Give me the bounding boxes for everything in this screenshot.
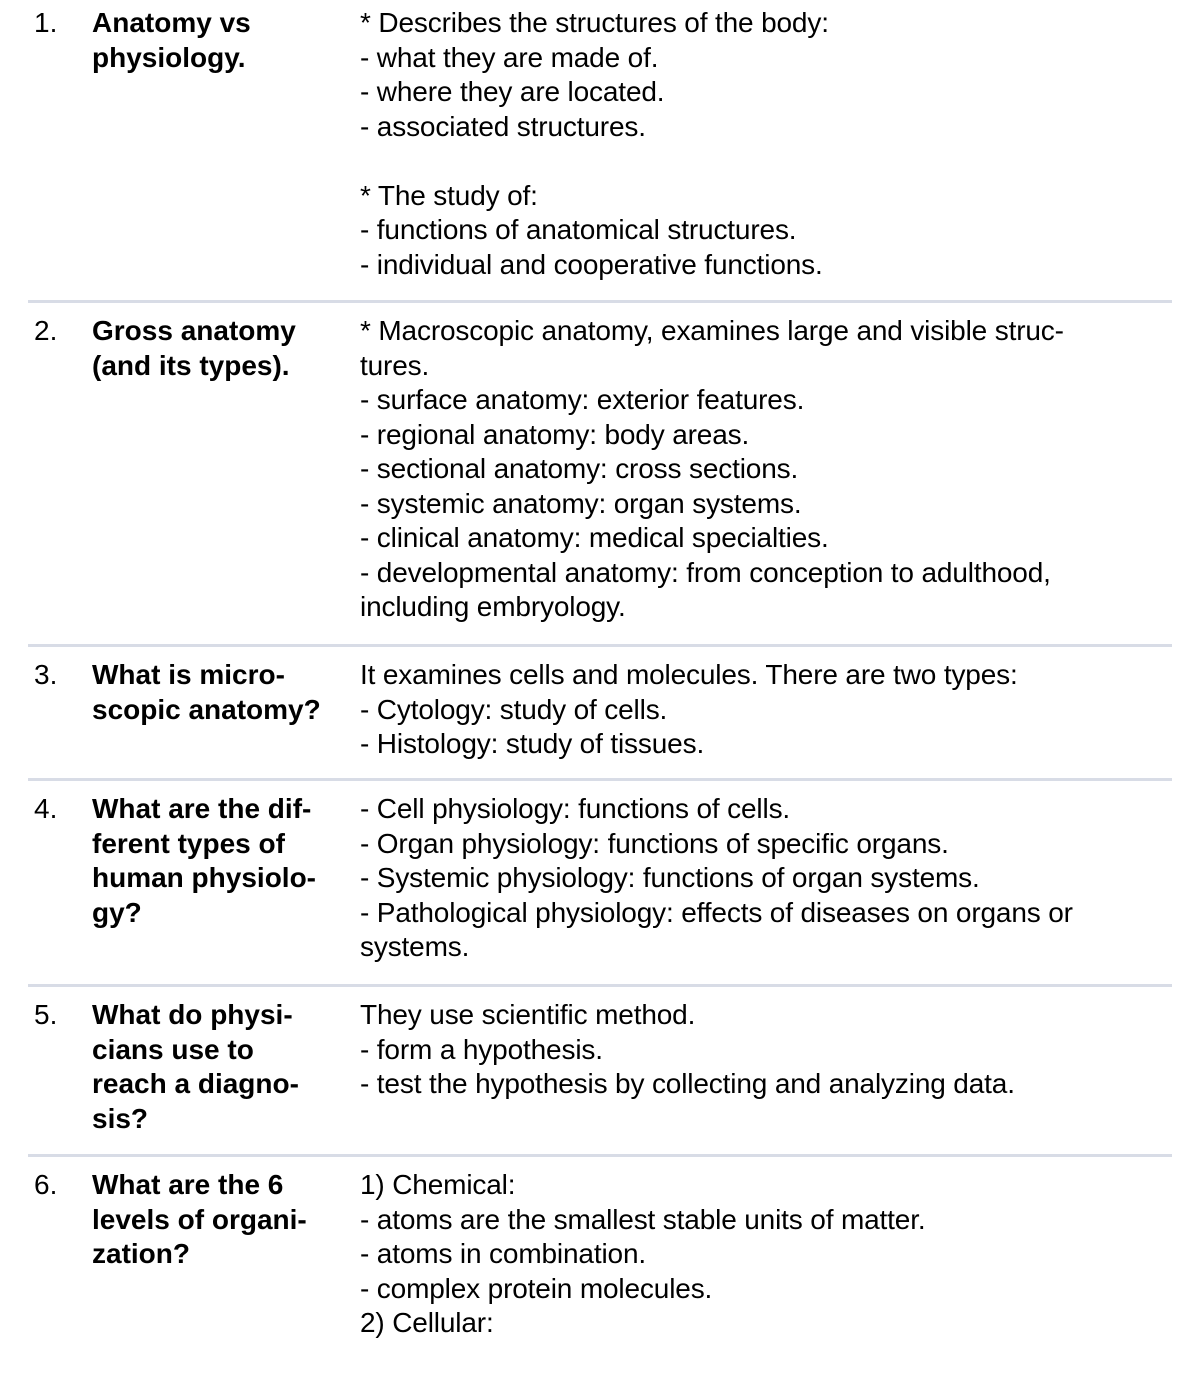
card-answer bbox=[360, 6, 1170, 282]
card-question bbox=[92, 658, 354, 727]
question-line: What is micro- bbox=[92, 659, 285, 690]
card-divider bbox=[28, 984, 1172, 987]
question-line: zation? bbox=[92, 1238, 190, 1269]
answer-line: - atoms are the smallest stable units of matter. bbox=[360, 1203, 926, 1235]
question-line: reach a diagno- bbox=[92, 1068, 299, 1099]
answer-line: They use scientific method. bbox=[360, 999, 696, 1030]
card-answer bbox=[360, 998, 1170, 1102]
answer-line: - systemic anatomy: organ systems. bbox=[360, 487, 802, 519]
answer-line: - test the hypothesis by collecting and analyzing data. bbox=[360, 1068, 1015, 1099]
answer-line: - Cytology: study of cells. bbox=[360, 693, 668, 725]
answer-line: - Histology: study of tissues. bbox=[360, 728, 705, 759]
answer-line: - Organ physiology: functions of specific organs. bbox=[360, 827, 949, 859]
answer-line: - individual and cooperative functions. bbox=[360, 248, 823, 280]
card-answer bbox=[360, 658, 1170, 762]
answer-line: - form a hypothesis. bbox=[360, 1033, 603, 1065]
question-line: Anatomy vs bbox=[92, 7, 251, 38]
answer-line: - sectional anatomy: cross sections. bbox=[360, 453, 799, 484]
answer-line: tures. bbox=[360, 349, 430, 381]
card-divider bbox=[28, 300, 1172, 303]
answer-line: - Systemic physiology: functions of organ systems. bbox=[360, 862, 980, 893]
card-divider bbox=[28, 1154, 1172, 1157]
card-number: 6. bbox=[34, 1169, 58, 1200]
card-number: 3. bbox=[34, 659, 58, 690]
answer-line: - where they are located. bbox=[360, 76, 665, 107]
card-divider bbox=[28, 778, 1172, 781]
question-line: levels of organi- bbox=[92, 1203, 307, 1235]
answer-line bbox=[360, 144, 1170, 179]
question-line: human physiolo- bbox=[92, 862, 316, 893]
answer-line: - Cell physiology: functions of cells. bbox=[360, 793, 791, 824]
answer-line: - surface anatomy: exterior features. bbox=[360, 384, 805, 415]
card-question bbox=[92, 314, 354, 383]
answer-line: - Pathological physiology: effects of diseases on organs or bbox=[360, 896, 1073, 928]
answer-line: - associated structures. bbox=[360, 110, 646, 142]
answer-line: * Macroscopic anatomy, examines large and visible struc- bbox=[360, 315, 1064, 346]
question-line: cians use to bbox=[92, 1033, 254, 1065]
question-line: gy? bbox=[92, 896, 142, 928]
answer-line: * The study of: bbox=[360, 179, 538, 211]
question-line: What do physi- bbox=[92, 999, 293, 1030]
card-question bbox=[92, 1168, 354, 1272]
card-answer bbox=[360, 314, 1170, 625]
question-line: What are the dif- bbox=[92, 793, 312, 824]
answer-line: - clinical anatomy: medical specialties. bbox=[360, 522, 829, 553]
answer-line: - atoms in combination. bbox=[360, 1238, 647, 1269]
question-line: ferent types of bbox=[92, 827, 285, 859]
card-number: 1. bbox=[34, 7, 58, 38]
answer-line: - developmental anatomy: from conception to adulthood, bbox=[360, 556, 1051, 588]
question-line: (and its types). bbox=[92, 349, 290, 381]
card-question bbox=[92, 6, 354, 75]
card-question bbox=[92, 998, 354, 1136]
question-line: scopic anatomy? bbox=[92, 693, 321, 725]
card-answer bbox=[360, 1168, 1170, 1341]
card-number: 4. bbox=[34, 793, 58, 824]
card-question bbox=[92, 792, 354, 930]
card-number: 5. bbox=[34, 999, 58, 1030]
question-line: physiology. bbox=[92, 41, 246, 73]
card-divider bbox=[28, 644, 1172, 647]
answer-line: - what they are made of. bbox=[360, 41, 659, 73]
answer-line: 2) Cellular: bbox=[360, 1307, 494, 1338]
answer-line: including embryology. bbox=[360, 591, 626, 622]
card-answer bbox=[360, 792, 1170, 965]
question-line: sis? bbox=[92, 1102, 149, 1134]
question-line: Gross anatomy bbox=[92, 315, 296, 346]
answer-line: - complex protein molecules. bbox=[360, 1272, 713, 1304]
answer-line: 1) Chemical: bbox=[360, 1169, 516, 1200]
answer-line: systems. bbox=[360, 931, 470, 962]
answer-line: * Describes the structures of the body: bbox=[360, 7, 829, 38]
question-line: What are the 6 bbox=[92, 1169, 284, 1200]
card-number: 2. bbox=[34, 315, 58, 346]
answer-line: It examines cells and molecules. There are two types: bbox=[360, 659, 1018, 690]
answer-line: - functions of anatomical structures. bbox=[360, 214, 797, 245]
answer-line: - regional anatomy: body areas. bbox=[360, 418, 750, 450]
